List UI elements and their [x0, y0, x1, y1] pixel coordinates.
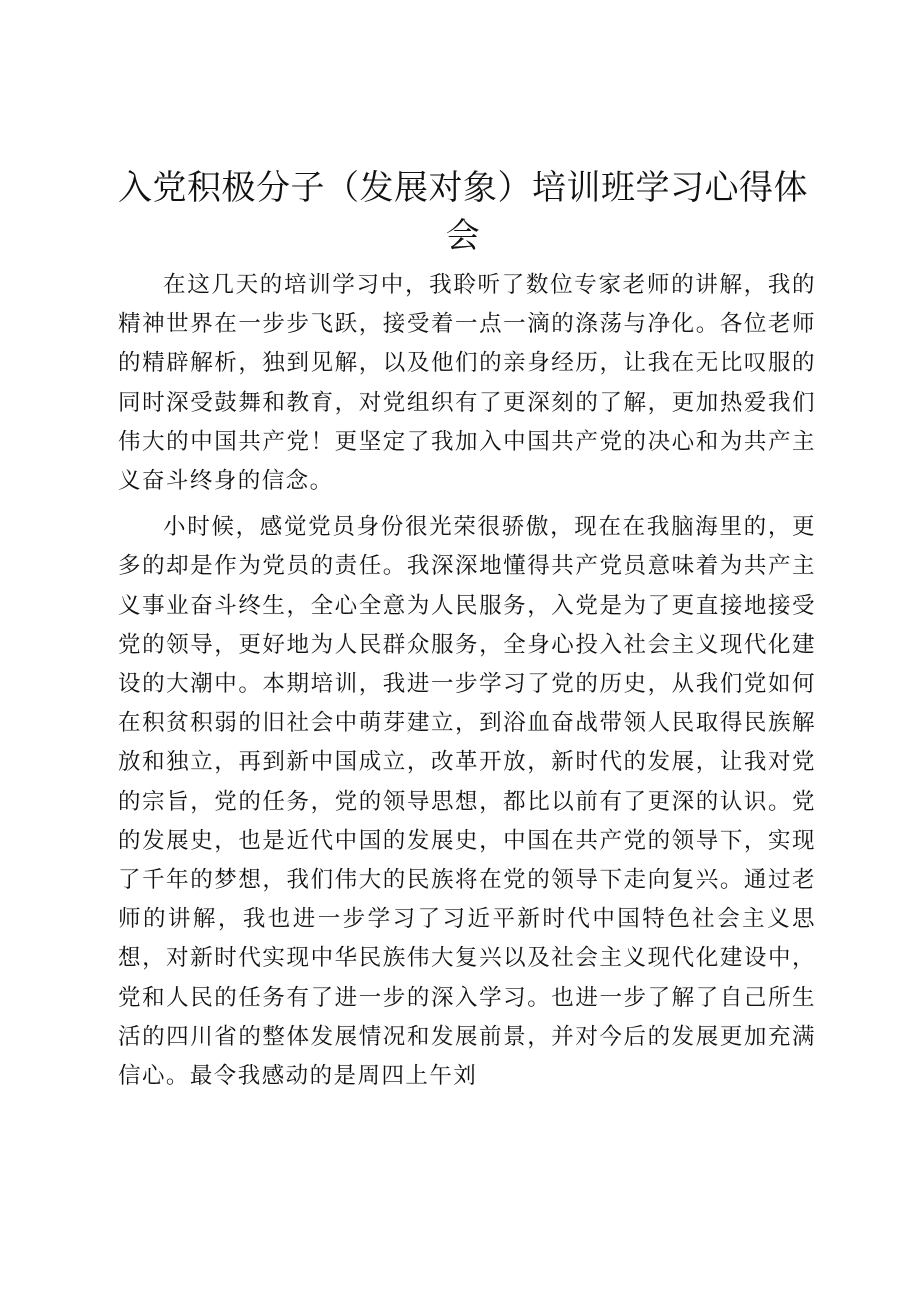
document-title: 入党积极分子（发展对象）培训班学习心得体会 [118, 168, 808, 256]
body-paragraph: 在这几天的培训学习中，我聆听了数位专家老师的讲解，我的精神世界在一步步飞跃，接受着一点一滴的涤荡与净化。各位老师的精辟解析，独到见解，以及他们的亲身经历，让我在无比叹服的同时深受鼓舞和教育，对党组织有了更深刻的了解，更加热爱我们伟大的中国共产党！更坚定了我加入中国共产党的决心和为共产主义奋斗终身的信念。 [118, 272, 816, 495]
document-body [118, 266, 816, 1103]
body-paragraph: 小时候，感觉党员身份很光荣很骄傲，现在在我脑海里的，更多的却是作为党员的责任。我深深地懂得共产党员意味着为共产主义事业奋斗终生，全心全意为人民服务，入党是为了更直接地接受党的领导，更好地为人民群众服务，全身心投入社会主义现代化建设的大潮中。本期培训，我进一步学习了党的历史，从我们党如何在积贫积弱的旧社会中萌芽建立，到浴血奋战带领人民取得民族解放和独立，再到新中国成立，改革开放，新时代的发展，让我对党的宗旨，党的任务，党的领导思想，都比以前有了更深的认识。党的发展史，也是近代中国的发展史，中国在共产党的领导下，实现了千年的梦想，我们伟大的民族将在党的领导下走向复兴。通过老师的讲解，我也进一步学习了习近平新时代中国特色社会主义思想，对新时代实现中华民族伟大复兴以及社会主义现代化建设中，党和人民的任务有了进一步的深入学习。也进一步了解了自己所生活的四川省的整体发展情况和发展前景，并对今后的发展更加充满信心。最令我感动的是周四上午刘 [118, 514, 816, 1090]
